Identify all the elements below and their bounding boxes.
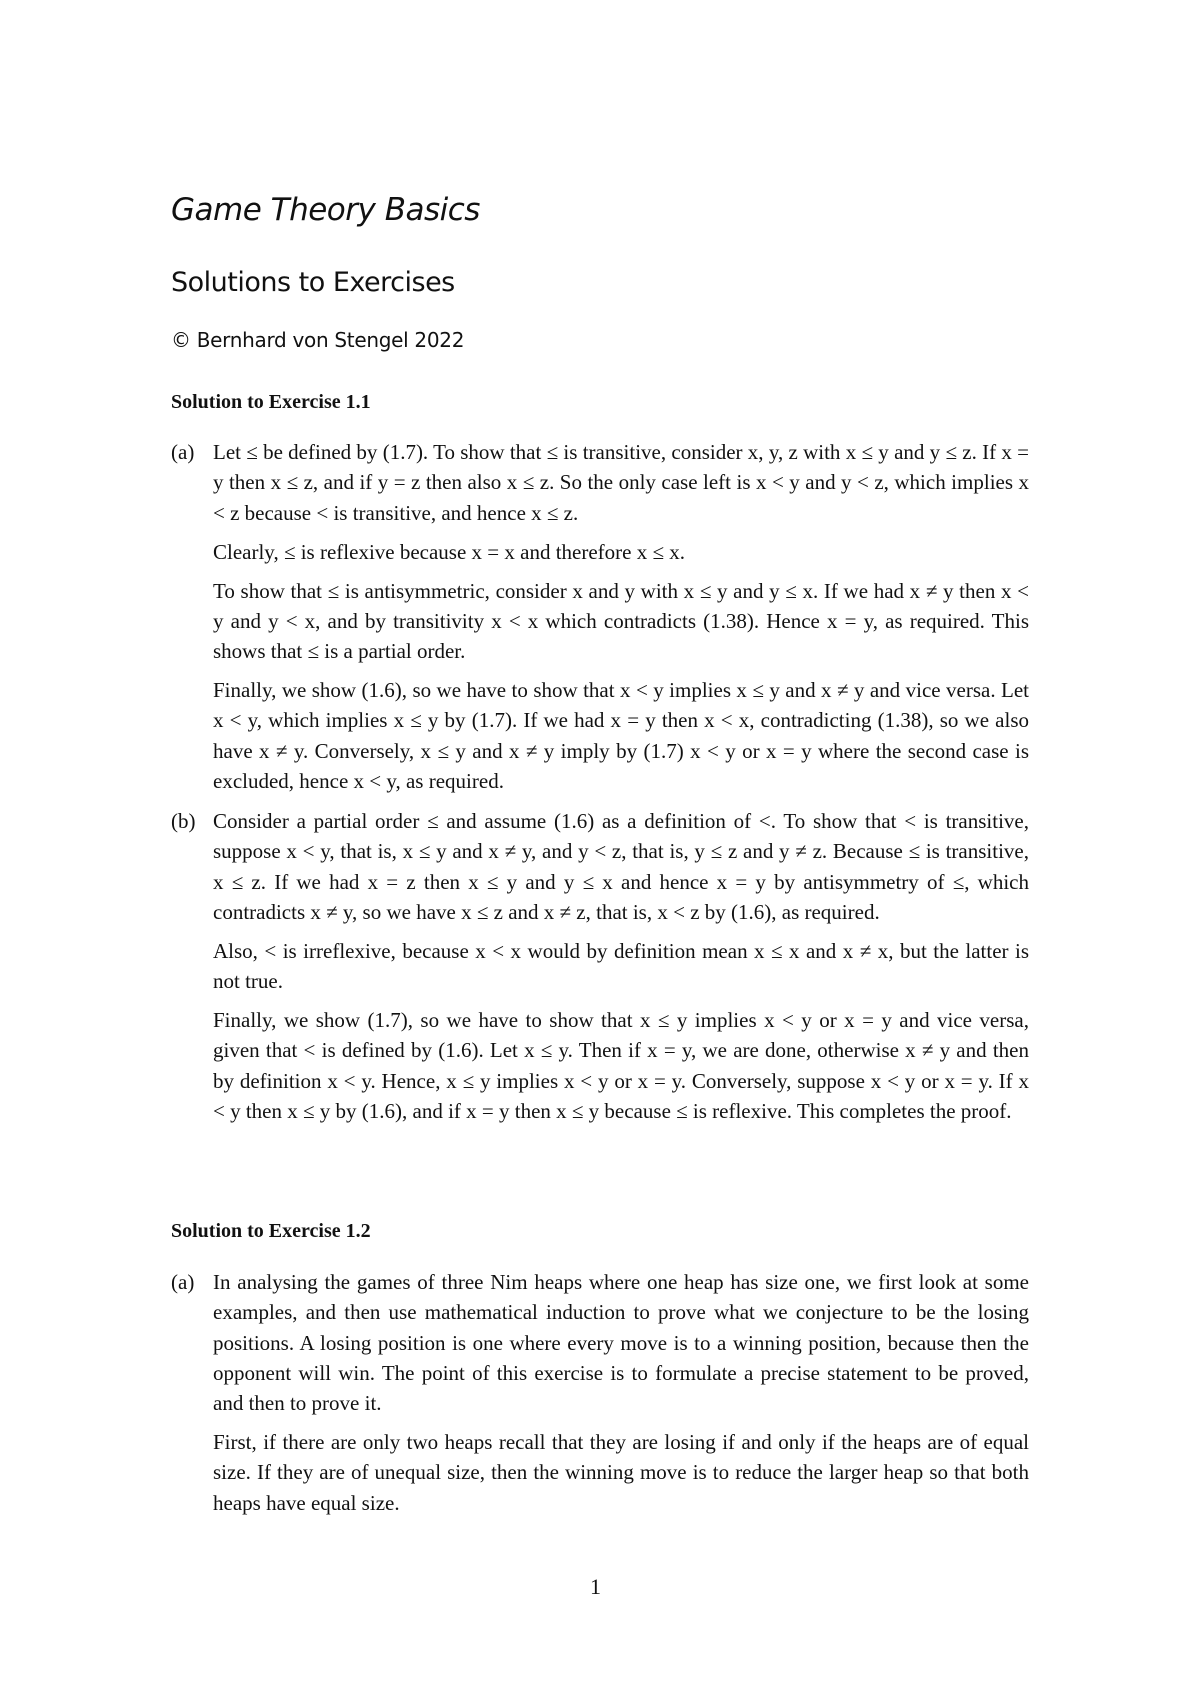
section-heading: Solution to Exercise 1.1 [171, 391, 371, 413]
paragraph: Also, < is irreflexive, because x < x would by definition mean x ≤ x and x ≠ x, but the latter is not true. [213, 938, 1029, 994]
paragraph: Finally, we show (1.7), so we have to show that x ≤ y implies x < y or x = y and vice versa, given that < is defined by (1.6). Let x ≤ y. Then if x = y, we are done, otherwise x ≠ y and then by definition x < y. Hence, x ≤ y implies x < y or x = y. Conversely, suppose x < y or x = y. If x < y then x ≤ y by (1.6), and if x = y then x ≤ y because ≤ is reflexive. This completes the proof. [213, 1008, 1029, 1124]
copyright-line: © Bernhard von Stengel 2022 [171, 328, 465, 352]
page-number: 1 [590, 1574, 601, 1599]
paragraph: First, if there are only two heaps recall that they are losing if and only if the heaps are of equal size. If they are of unequal size, then the winning move is to reduce the larger heap so that both heaps have equal size. [213, 1430, 1029, 1515]
item-label: (a) [171, 440, 195, 464]
list-item-a [171, 437, 1029, 805]
paragraph: In analysing the games of three Nim heaps where one heap has size one, we first look at some examples, and then use mathematical induction to prove what we conjecture to be the losing positions. A losing position is one where every move is to a winning position, because then the opponent will win. The point of this exercise is to formulate a precise statement to be proved, and then to prove it. [213, 1270, 1029, 1416]
list-item-b [171, 806, 1029, 1135]
paragraph: Clearly, ≤ is reflexive because x = x and therefore x ≤ x. [213, 539, 686, 564]
list-item-a [171, 1267, 1029, 1527]
paragraph: Finally, we show (1.6), so we have to show that x < y implies x ≤ y and x ≠ y and vice versa. Let x < y, which implies x ≤ y by (1.7). If we had x = y then x < x, contradicting (1.38), so we also have x ≠ y. Conversely, x ≤ y and x ≠ y imply by (1.7) x < y or x = y where the second case is excluded, hence x < y, as required. [213, 678, 1029, 794]
paragraph: Let ≤ be defined by (1.7). To show that ≤ is transitive, consider x, y, z with x ≤ y and y ≤ z. If x = y then x ≤ z, and if y = z then also x ≤ z. So the only case left is x < y and y < z, which implies x < z because < is transitive, and hence x ≤ z. [213, 440, 1029, 525]
document-subtitle: Solutions to Exercises [171, 267, 455, 298]
document-title: Game Theory Basics [171, 192, 480, 228]
section-heading: Solution to Exercise 1.2 [171, 1220, 371, 1242]
item-label: (b) [171, 809, 196, 833]
item-label: (a) [171, 1270, 195, 1294]
paragraph: Consider a partial order ≤ and assume (1.6) as a definition of <. To show that < is transitive, suppose x < y, that is, x ≤ y and x ≠ y, and y < z, that is, y ≤ z and y ≠ z. Because ≤ is transitive, x ≤ z. If we had x = z then x ≤ y and y ≤ x and hence x = y by antisymmetry of ≤, which contradicts x ≠ y, so we have x ≤ z and x ≠ z, that is, x < z by (1.6), as required. [213, 809, 1029, 924]
paragraph: To show that ≤ is antisymmetric, consider x and y with x ≤ y and y ≤ x. If we had x ≠ y then x < y and y < x, and by transitivity x < x which contradicts (1.38). Hence x = y, as required. This shows that ≤ is a partial order. [213, 578, 1029, 664]
